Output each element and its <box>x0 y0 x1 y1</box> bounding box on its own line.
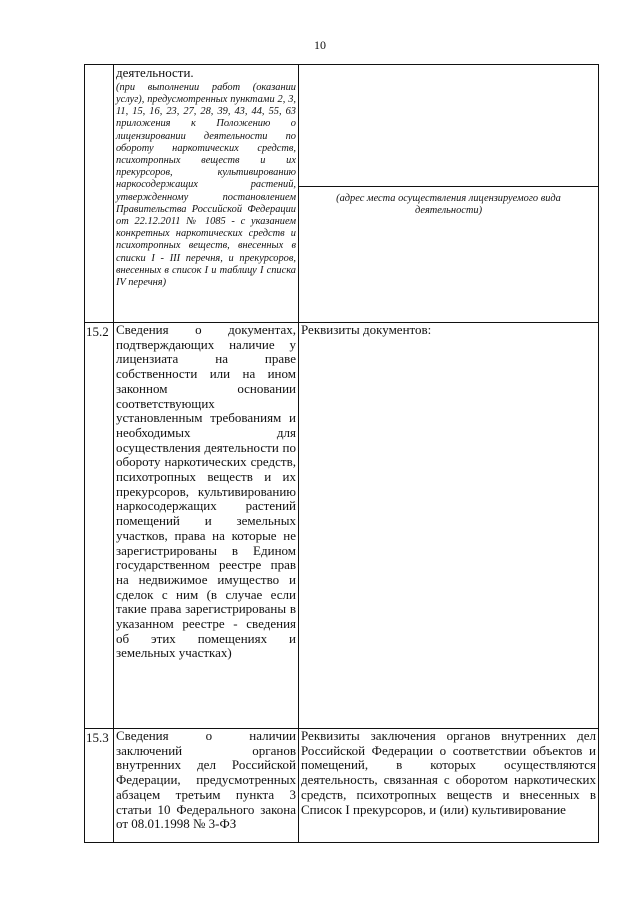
documents-description: Сведения о документах, подтверждающих наличие у лицензиата на праве собственности или на ином законном основании соответствующих установленным требованиям и необходимых для осуществления деятельности по обороту наркотических средств, психотропных веществ и их прекурсоров, культивированию наркосодержащих растений помещений и земельных участков, права на которые не зарегистрированы в Едином государственном реестре прав на недвижимое имущество и сделок с ним (в случае если такие права зарегистрированы в указанном реестре - сведения об этих помещениях и земельных участках) <box>114 323 299 729</box>
row-number-empty <box>85 65 114 323</box>
activity-text: деятельности. <box>116 65 194 80</box>
table-row-15-3 <box>85 729 599 843</box>
activity-description-cell <box>114 65 299 323</box>
table-row-continuation <box>85 65 599 323</box>
conclusions-requisites[interactable]: Реквизиты заключения органов внутренних дел Российской Федерации о соответствии объектов и помещений, в которых осуществляются деятельность, связанная с оборотом наркотических средств, психотропных веществ и внесенных в Список I прекурсоров, и (или) культивирование <box>299 729 599 843</box>
address-input-area[interactable] <box>299 65 598 186</box>
table-row-15-2 <box>85 323 599 729</box>
documents-requisites[interactable]: Реквизиты документов: <box>299 323 599 729</box>
activity-italic-note: (при выполнении работ (оказании услуг), предусмотренных пунктами 2, 3, 11, 15, 16, 23, 27, 28, 39, 43, 44, 55, 63 приложения к Положению о лицензировании деятельности по обороту наркотических средств, психотропных веществ и их прекурсоров, культивированию наркосодержащих растений, утвержденному постановлением Правительства Российской Федерации от 22.12.2011 № 1085 - с указанием конкретных наркотических средств и психотропных веществ, внесенных в списки I - III перечня, и прекурсоров, внесенных в список I и таблицу I списка IV перечня) <box>116 81 296 288</box>
row-number: 15.3 <box>85 729 114 843</box>
row-number: 15.2 <box>85 323 114 729</box>
page-number: 10 <box>314 38 326 52</box>
address-note: (адрес места осуществления лицензируемого вида деятельности) <box>336 193 561 217</box>
license-form-table <box>84 64 599 843</box>
conclusions-description: Сведения о наличии заключений органов внутренних дел Российской Федерации, предусмотренных абзацем третьим пункта 3 статьи 10 Федерального закона от 08.01.1998 № 3-ФЗ <box>114 729 299 843</box>
address-cell <box>299 65 599 323</box>
address-separator <box>299 186 598 187</box>
